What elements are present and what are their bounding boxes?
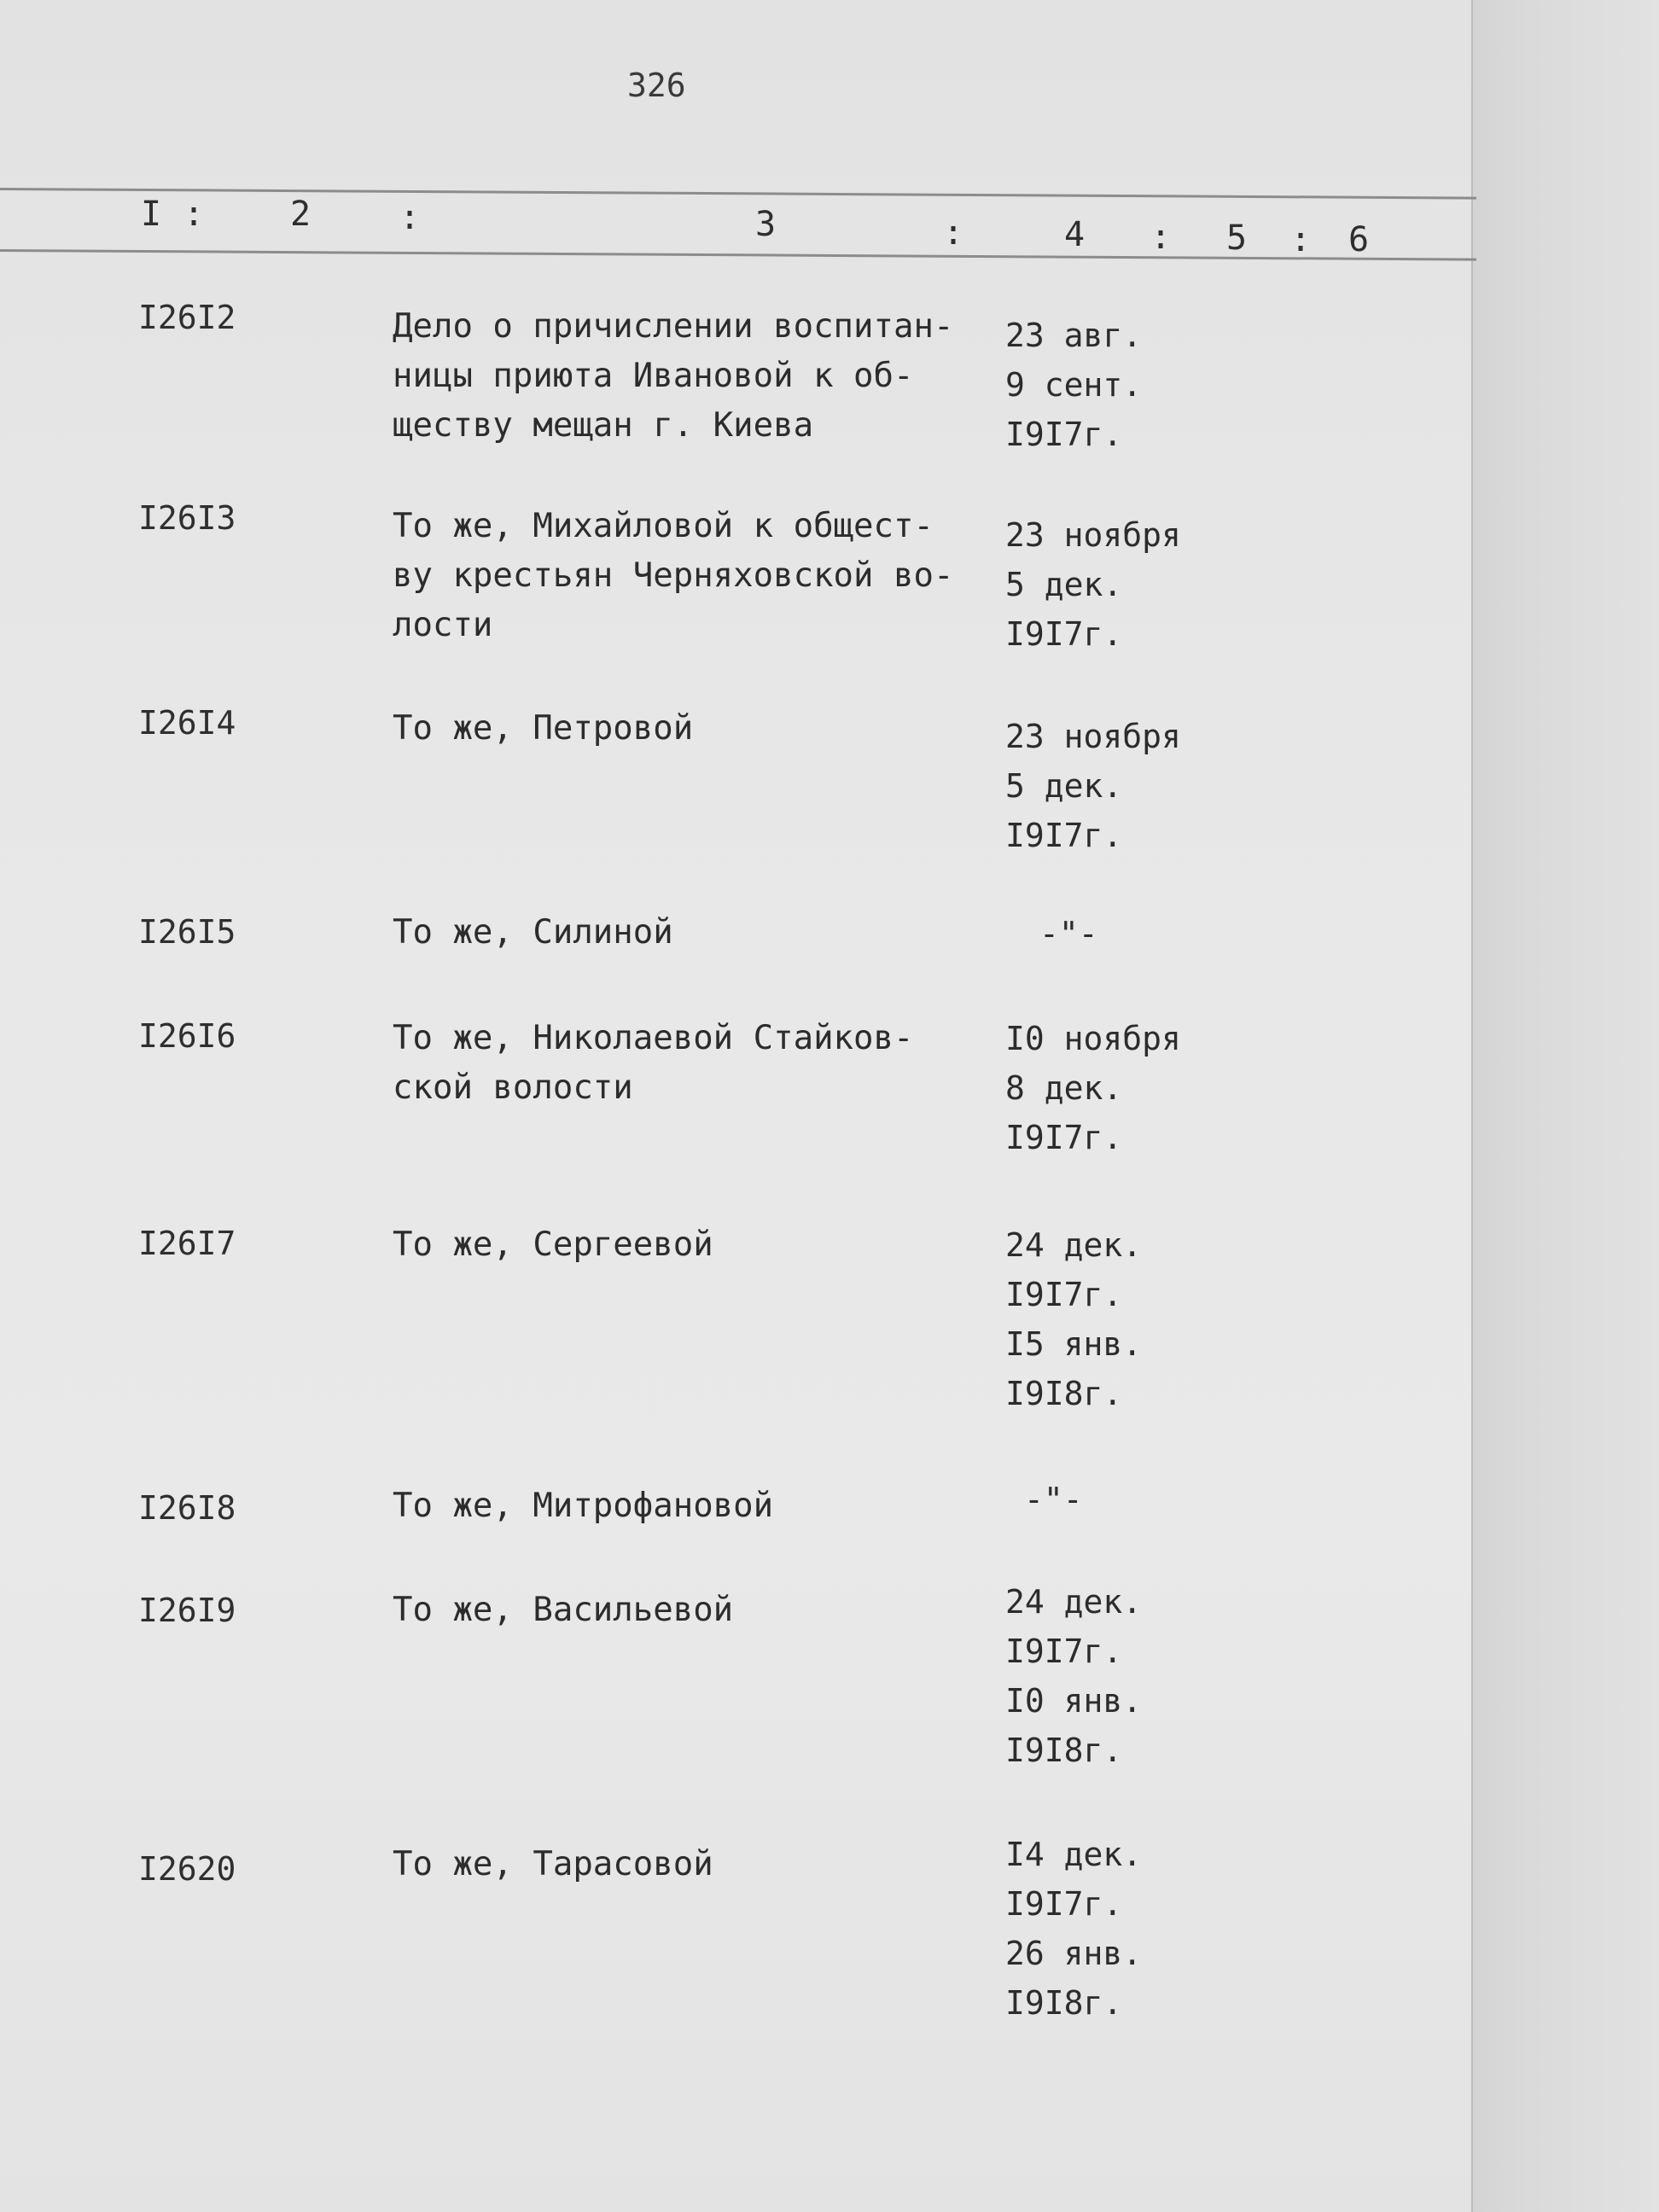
record-dates: 24 дек. I9I7г. I5 янв. I9I8г. [1005, 1226, 1143, 1412]
column-separator: : [399, 198, 421, 237]
record-id: I26I2 [138, 299, 236, 336]
record-id: I26I9 [138, 1592, 236, 1629]
record-id: I26I5 [138, 913, 236, 951]
column-header-3: 3 [755, 205, 777, 244]
ditto-mark: -"- [1039, 915, 1098, 952]
record-id: I2620 [138, 1850, 236, 1888]
record-id: I26I3 [138, 499, 236, 537]
record-dates: I4 дек. I9I7г. 26 янв. I9I8г. [1005, 1836, 1143, 2022]
record-dates: 23 авг. 9 сент. I9I7г. [1005, 317, 1143, 453]
column-header-4: 4 [1064, 215, 1086, 254]
column-separator: : [1290, 220, 1312, 259]
ditto-mark: -"- [1024, 1481, 1083, 1518]
record-description: То же, Силиной [393, 913, 673, 952]
page-number: 326 [627, 67, 686, 104]
record-description: То же, Васильевой [393, 1591, 734, 1629]
record-dates: 23 ноября 5 дек. I9I7г. [1005, 516, 1181, 653]
record-description: То же, Сергеевой [393, 1225, 713, 1264]
page-edge [1471, 0, 1659, 2212]
column-separator: : [183, 195, 205, 234]
record-description: То же, Михайловой к общест- ву крестьян Черняховской во- лости [393, 507, 954, 644]
record-description: То же, Тарасовой [393, 1845, 713, 1883]
record-id: I26I7 [138, 1225, 236, 1262]
column-header-5: 5 [1226, 218, 1248, 258]
record-dates: I0 ноября 8 дек. I9I7г. [1005, 1020, 1181, 1156]
column-separator: : [1150, 218, 1172, 257]
record-dates: 23 ноября 5 дек. I9I7г. [1005, 718, 1181, 854]
record-description: То же, Митрофановой [393, 1487, 774, 1525]
column-header-2: 2 [290, 195, 311, 234]
record-id: I26I4 [138, 704, 236, 742]
record-dates: 24 дек. I9I7г. I0 янв. I9I8г. [1005, 1583, 1143, 1769]
column-header-6: 6 [1348, 220, 1370, 259]
column-header-1: I [141, 195, 162, 234]
record-id: I26I6 [138, 1017, 236, 1055]
record-description: Дело о причислении воспитан- ницы приюта Ивановой к об- ществу мещан г. Киева [393, 307, 954, 445]
record-description: То же, Петровой [393, 709, 694, 748]
column-separator: : [943, 213, 964, 253]
record-description: То же, Николаевой Стайков- ской волости [393, 1019, 914, 1107]
record-id: I26I8 [138, 1489, 236, 1527]
